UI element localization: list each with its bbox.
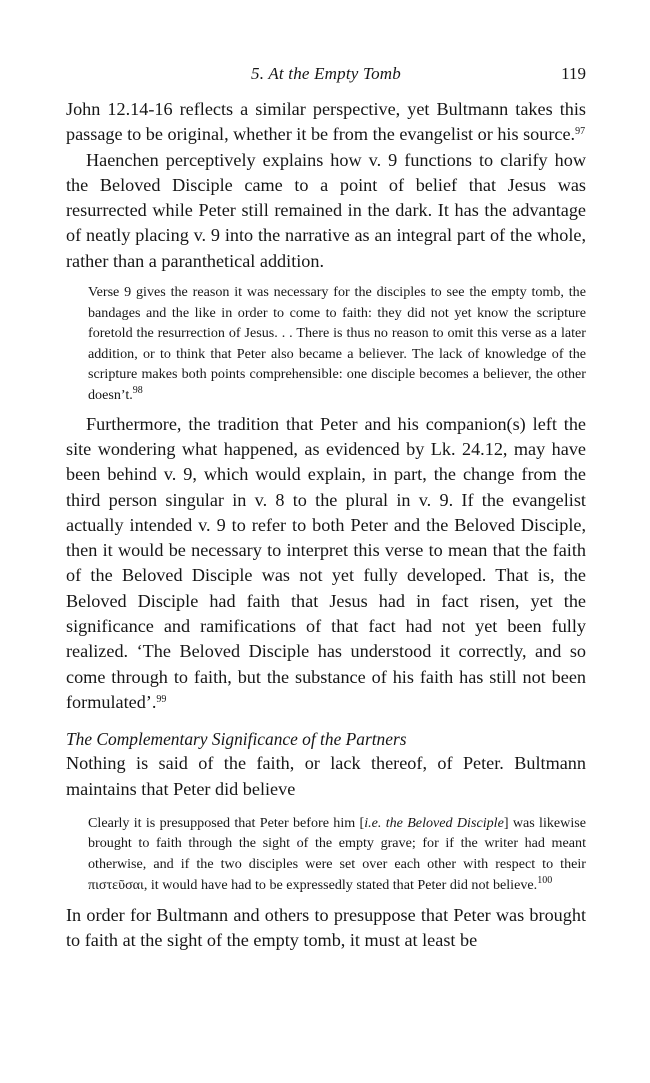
running-head: 5. At the Empty Tomb (251, 64, 401, 83)
paragraph-2 (66, 148, 586, 274)
block-quote-haenchen-text: Verse 9 gives the reason it was necessary for the disciples to see the empty tomb, the bandages and the like in order to come to faith: they did not yet know the scripture foretold the resurrection of Jesus. . . There is thus no reason to omit this verse as a later addition, or to think that Peter also became a believer. The lack of knowledge of the scripture makes both points comprehensible: one disciple becomes a believer, the other doesn’t. (88, 284, 586, 404)
paragraph-3-text: Furthermore, the tradition that Peter and his companion(s) left the site wondering what happened, as evidenced by Lk. 24.12, may have been behind v. 9, which would explain, in part, the change from the third person singular in v. 8 to the plural in v. 9. If the evangelist actually intended v. 9 to refer to both Peter and the Beloved Disciple, then it would be necessary to interpret this verse to mean that the faith of the Beloved Disciple was not yet fully developed. That is, the Beloved Disciple had faith that Jesus had in fact risen, yet the significance and ramifications of that fact had not yet been fully realized. ‘The Beloved Disciple has understood it correctly, and so come through to faith, but the substance of his faith has still not been formulated’. (66, 413, 586, 712)
paragraph-1-text: John 12.14-16 reflects a similar perspective, yet Bultmann takes this passage to be original, whether it be from the evangelist or his source. (66, 99, 586, 145)
footnote-ref-100: 100 (537, 874, 553, 886)
paragraph-2-text: Haenchen perceptively explains how v. 9 functions to clarify how the Beloved Disciple came to a point of belief that Jesus was resurrected while Peter still remained in the dark. It has the advantage of neatly placing v. 9 into the narrative as an integral part of the whole, rather than a paranthetical addition. (66, 149, 586, 271)
footnote-ref-98: 98 (132, 385, 143, 397)
block-quote-bultmann-gloss: i.e. the Beloved Disciple (364, 814, 504, 831)
section-heading: The Complementary Significance of the Partners (66, 729, 407, 750)
block-quote-haenchen (88, 282, 586, 406)
block-quote-bultmann-text-2: ] was likewise brought to faith through the sight of the empty grave; for if the writer had meant otherwise, and if the two disciples were set over each other with respect to their πιστεῦσαι, it would have had to be expressedly stated that Peter did not believe. (88, 814, 586, 893)
footnote-ref-99: 99 (156, 693, 167, 705)
page-body (66, 97, 586, 954)
paragraph-1 (66, 97, 586, 148)
block-quote-bultmann-text-1: Clearly it is presupposed that Peter before him [ (88, 814, 365, 831)
page-number: 119 (561, 64, 586, 83)
page-header (66, 64, 586, 86)
paragraph-4-text: Nothing is said of the faith, or lack thereof, of Peter. Bultmann maintains that Peter did believe (66, 753, 586, 799)
paragraph-4 (66, 751, 586, 802)
paragraph-5-text: In order for Bultmann and others to presuppose that Peter was brought to faith at the sight of the empty tomb, it must at least be (66, 905, 586, 951)
block-quote-bultmann (88, 813, 586, 895)
paragraph-3 (66, 412, 586, 716)
paragraph-5 (66, 903, 586, 954)
footnote-ref-97: 97 (575, 126, 586, 138)
